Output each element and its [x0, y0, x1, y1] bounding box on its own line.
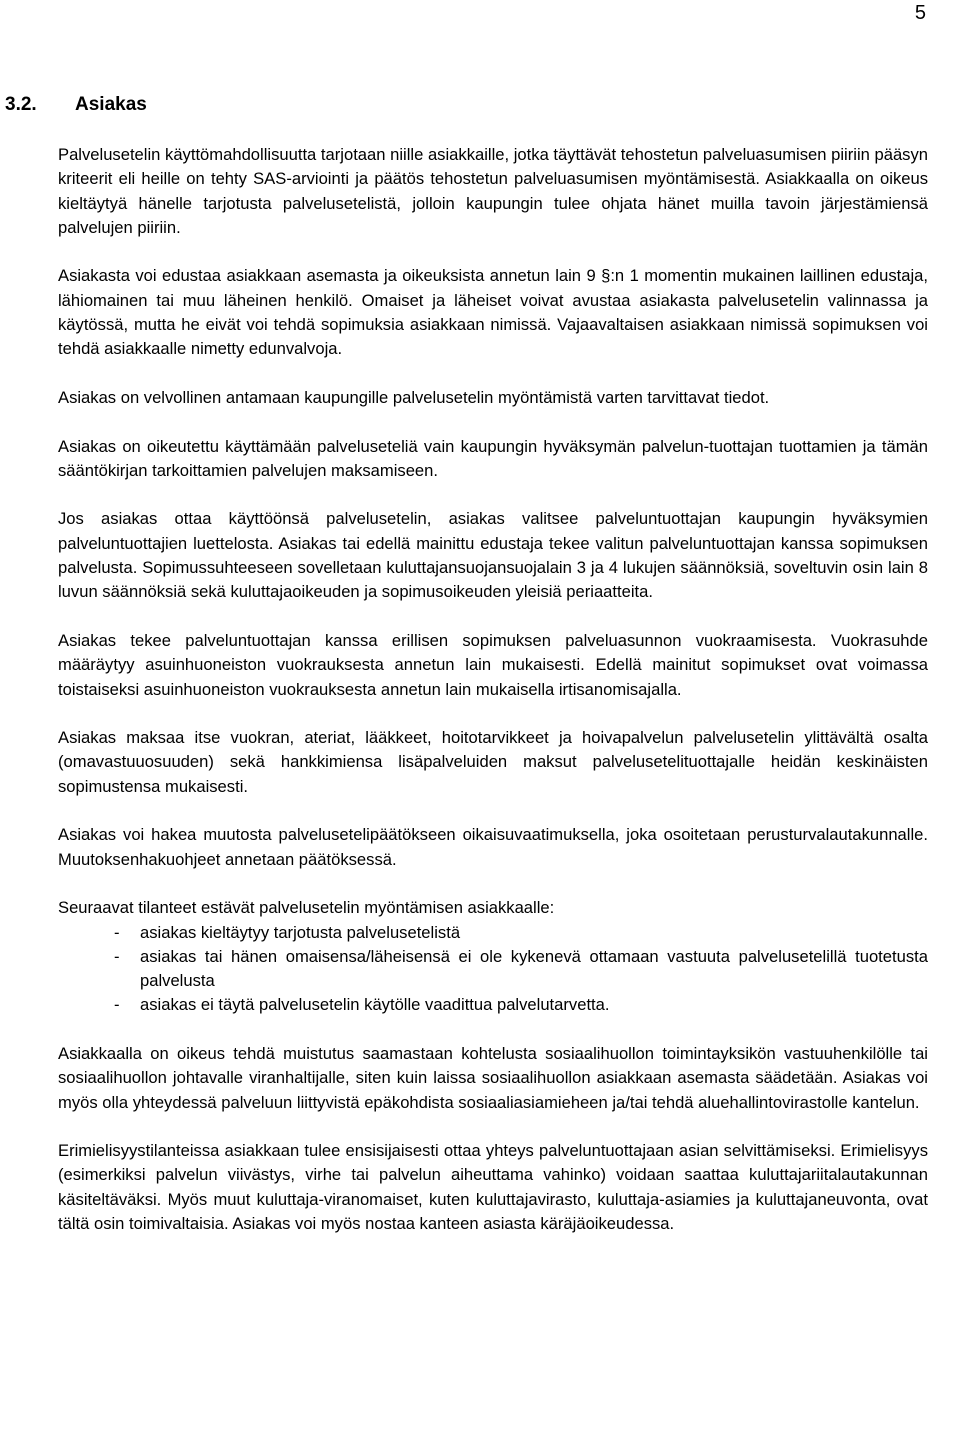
list-item	[58, 921, 928, 945]
paragraph-provider-choice: Jos asiakas ottaa käyttöönsä palvelusetelin, asiakas valitsee palveluntuottajan kaupungin hyväksymien palveluntuottajien luettelosta. Asiakas tai edellä mainittu edustaja tekee valitun palveluntuottajan kanssa sopimuksen palvelusta. Sopimussuhteeseen sovelletaan kuluttajansuojansuojalain 3 ja 4 lukujen säännöksiä, soveltuvin osin lain 8 luvun säännöksiä sekä kuluttajaoikeuden ja sopimusoikeuden yleisiä periaatteita.	[58, 509, 928, 602]
list-dash: -	[114, 922, 120, 942]
paragraph-appeal: Asiakas voi hakea muutosta palvelusetelipäätökseen oikaisuvaatimuksella, joka osoitetaan perusturvalautakunnalle. Muutoksenhakuohjeet annetaan päätöksessä.	[58, 825, 928, 869]
list-item	[58, 993, 928, 1017]
paragraph-voucher-use: Asiakas on oikeutettu käyttämään palveluseteliä vain kaupungin hyväksymän palvelun-tuottajan tuottamien ja tämän sääntökirjan tarkoittamien palvelujen maksamiseen.	[58, 436, 928, 480]
paragraph-complaint: Asiakkaalla on oikeus tehdä muistutus saamastaan kohtelusta sosiaalihuollon toimintayksikön vastuuhenkilölle tai sosiaalihuollon johtavalle viranhaltijalle, siten kuin laissa sosiaalihuollon asiakkaan asemasta säädetään. Asiakas voi myös olla yhteydessä palveluun liittyvistä epäkohdista sosiaaliasiamieheen ja/tai tehdä aluehallintovirastolle kantelun.	[58, 1043, 928, 1112]
list-item-text: asiakas tai hänen omaisensa/läheisensä ei ole kykenevä ottamaan vastuuta palvelusetelillä tuotetusta palvelusta	[140, 946, 928, 991]
list-item	[58, 945, 928, 994]
section-heading	[5, 92, 147, 118]
exclusion-list	[58, 921, 928, 1018]
section-number: 3.2.	[5, 94, 37, 115]
list-intro: Seuraavat tilanteet estävät palvelusetelin myöntämisen asiakkaalle:	[58, 898, 555, 918]
paragraph-payments: Asiakas maksaa itse vuokran, ateriat, lääkkeet, hoitotarvikkeet ja hoivapalvelun palvelusetelin ylittävältä osalta (omavastuuosuuden) sekä hankkimiensa lisäpalveluiden maksut palvelusetelituottajalle heidän keskinäisten sopimustensa mukaisesti.	[58, 728, 928, 796]
paragraph-disputes: Erimielisyystilanteissa asiakkaan tulee ensisijaisesti ottaa yhteys palveluntuottajaan asian selvittämiseksi. Erimielisyys (esimerkiksi palvelun viivästys, virhe tai palvelun aiheuttama vahinko) voidaan saattaa kuluttajariitalautakunnan käsiteltäväksi. Myös muut kuluttaja-viranomaiset, kuten kuluttajavirasto, kuluttaja-asiamies ja kuluttajaneuvonta, ovat tältä osin toimivaltaisia. Asiakas voi myös nostaa kanteen asiasta käräjäoikeudessa.	[58, 1141, 928, 1234]
list-item-text: asiakas ei täytä palvelusetelin käytölle vaadittua palvelutarvetta.	[140, 995, 610, 1015]
paragraph-rental-agreement: Asiakas tekee palveluntuottajan kanssa erillisen sopimuksen palveluasunnon vuokraamisesta. Vuokrasuhde määräytyy asuinhuoneiston vuokrauksesta annetun lain mukaisesti. Edellä mainitut sopimukset ovat voimassa toistaiseksi asuinhuoneiston vuokrauksesta annetun lain mukaisella irtisanomisajalla.	[58, 630, 928, 699]
paragraph-representation: Asiakasta voi edustaa asiakkaan asemasta ja oikeuksista annetun lain 9 §:n 1 momentin mukainen laillinen edustaja, lähiomainen tai muu läheinen henkilö. Omaiset ja läheiset voivat avustaa asiakasta palvelusetelin valinnassa ja käytössä, mutta he eivät voi tehdä sopimuksia asiakkaan nimissä. Vajaavaltaisen asiakkaan nimissä sopimuksen voi tehdä asiakkaalle nimetty edunvalvoja.	[58, 266, 928, 359]
page-number: 5	[914, 2, 926, 24]
paragraph-information-duty: Asiakas on velvollinen antamaan kaupungille palvelusetelin myöntämistä varten tarvittavat tiedot.	[58, 387, 770, 407]
list-item-text: asiakas kieltäytyy tarjotusta palvelusetelistä	[140, 922, 461, 942]
section-title: Asiakas	[75, 94, 147, 115]
paragraph-eligibility: Palvelusetelin käyttömahdollisuutta tarjotaan niille asiakkaille, jotka täyttävät tehostetun palveluasumisen piiriin pääsyn kriteerit eli heille on tehty SAS-arviointi ja päätös tehostetun palveluasumisen myöntämisestä. Asiakkaalla on oikeus kieltäytyä hänelle tarjotusta palvelusetelistä, jolloin kaupungin tulee ohjata hänet muilla tavoin järjestämiensä palvelujen piiriin.	[58, 145, 928, 237]
list-dash: -	[114, 995, 120, 1015]
document-body	[58, 143, 928, 1261]
list-dash: -	[114, 946, 120, 966]
